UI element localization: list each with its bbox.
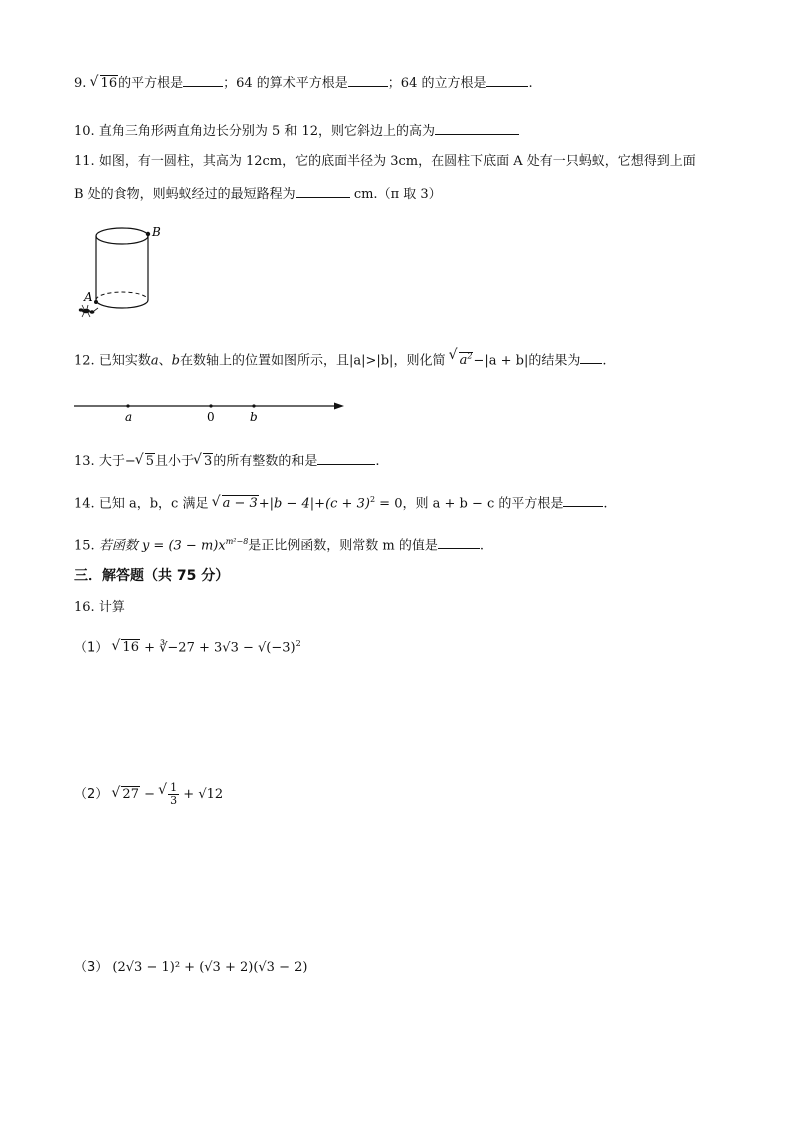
point-b xyxy=(252,404,255,407)
point-a xyxy=(126,404,129,407)
question-10 xyxy=(74,120,519,142)
arrow-head xyxy=(334,403,344,410)
answer-blank[interactable] xyxy=(580,349,602,364)
radical: √ 16 xyxy=(91,74,119,94)
question-number: 15. xyxy=(74,538,95,554)
question-text: 直角三角形两直角边长分别为 5 和 12，则它斜边上的高为 xyxy=(98,124,436,139)
radical xyxy=(159,782,179,807)
sub-label: （2） xyxy=(74,787,109,802)
answer-blank[interactable] xyxy=(563,492,603,507)
fraction: √ $\frac{1}{3}$ xyxy=(170,781,178,807)
question-number: 11. xyxy=(74,154,95,169)
radical: √ a − 3 xyxy=(213,494,259,514)
answer-blank[interactable] xyxy=(486,72,528,87)
point-a xyxy=(94,300,98,304)
question-text: 如图，有一圆柱，其高为 12cm，它的底面半径为 3cm，在圆柱下底面 A 处有一只蚂蚁，它想得到上面 xyxy=(98,154,696,169)
radical: √ 3 xyxy=(194,452,213,472)
question-number: 10. xyxy=(74,124,95,139)
question-number: 14. xyxy=(74,496,95,512)
section-title: 三．解答题（共 75 分） xyxy=(74,568,230,584)
answer-blank[interactable] xyxy=(348,72,388,87)
question-11-line-2: B 处的食物，则蚂蚁经过的最短路程为 cm.（π 取 3） xyxy=(74,183,442,205)
label-a: A xyxy=(84,290,93,304)
question-number: 9. xyxy=(74,76,87,91)
cylinder-bottom-front xyxy=(96,300,148,308)
expression: + ∛−27 + 3√3 − √(−3) xyxy=(144,640,296,656)
axis-label-zero: 0 xyxy=(207,410,215,424)
radical: √ 5 xyxy=(136,452,155,472)
label-b: B xyxy=(152,225,161,239)
question-text: 计算 xyxy=(98,600,125,615)
question-16 xyxy=(74,598,125,618)
question-number: 16. xyxy=(74,600,95,615)
radical: √ 27 xyxy=(112,785,140,805)
cylinder-figure xyxy=(72,222,172,322)
answer-blank[interactable] xyxy=(183,72,223,87)
question-14: 14. 已知 a，b，c 满足 √ $a - 3+|b - 4|+(c + 3)^2 = 0$，则 a + b − c 的平方根是 . xyxy=(74,490,608,514)
sub-question-2: （2） √ 27 − √ $\frac{1}{3}$ + √12 xyxy=(74,782,223,807)
axis-label-a: a xyxy=(125,410,133,424)
ant-icon xyxy=(79,305,98,317)
radical: √ 16 xyxy=(112,638,140,658)
answer-blank[interactable] xyxy=(435,120,519,135)
question-number: 13. xyxy=(74,454,95,469)
cylinder-top xyxy=(96,228,148,244)
question-9: 9. √ 16的平方根是 ；64 的算术平方根是 ；64 的立方根是 . xyxy=(74,72,533,94)
sub-question-3 xyxy=(74,958,307,978)
question-number: 12. xyxy=(74,353,95,369)
number-line xyxy=(72,394,352,428)
question-11-line-1 xyxy=(74,152,696,172)
question-12: 12. 已知实数a、b在数轴上的位置如图所示，且|a|>|b|，则化简 √ $a^2-|a + b|$的结果为 . xyxy=(74,347,606,371)
answer-blank[interactable] xyxy=(317,450,375,465)
sub-label: （1） xyxy=(74,640,109,656)
radical: √ $a^2$ xyxy=(450,347,474,371)
expression: (2√3 − 1)² + (√3 + 2)(√3 − 2) xyxy=(112,960,308,975)
question-15: 15. 若函数 $y = (3 - m)x^{m^2-8}$是正比例函数，则常数 m 的值是 . xyxy=(74,532,484,556)
cylinder-bottom-back xyxy=(96,292,148,300)
sub-question-1: （1） √ 16 + ∛−27 + $3√3 - √(-3)^2$ xyxy=(74,634,301,658)
question-13: 13. 大于−√ 5且小于√ 3的所有整数的和是 . xyxy=(74,450,379,472)
axis-label-b: b xyxy=(250,410,258,424)
point-b xyxy=(146,232,150,236)
answer-blank[interactable] xyxy=(296,183,350,198)
answer-blank[interactable] xyxy=(438,534,480,549)
sub-label: （3） xyxy=(74,960,109,975)
point-zero xyxy=(209,404,212,407)
